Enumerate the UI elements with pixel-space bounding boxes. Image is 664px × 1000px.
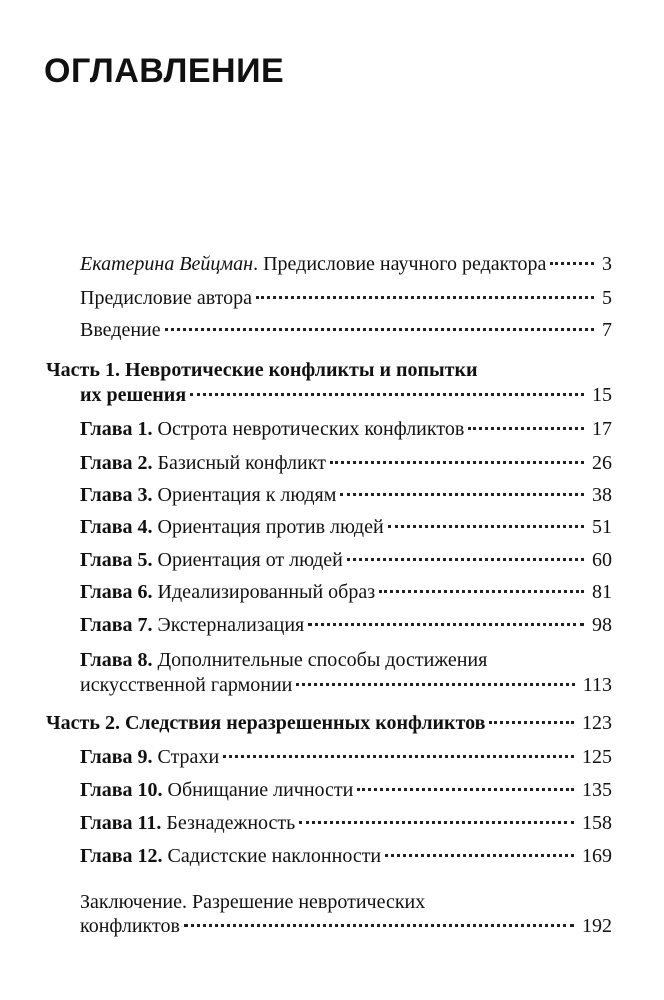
dot-leader xyxy=(357,788,574,791)
page-number: 60 xyxy=(592,549,612,571)
entry-text xyxy=(80,548,343,572)
entry-title: Введение xyxy=(80,319,161,341)
chapter-title: Ориентация от людей xyxy=(157,549,343,571)
chapter-label: Глава 5. xyxy=(80,549,153,571)
toc-entry-chapter-3 xyxy=(80,483,612,507)
chapter-label: Глава 11. xyxy=(80,812,162,834)
toc-entry-editor-preface xyxy=(80,252,612,276)
chapter-title: Идеализированный образ xyxy=(157,581,376,603)
toc-entry-conclusion xyxy=(80,914,612,938)
chapter-title: Обнищание личности xyxy=(167,779,354,801)
page-number: 81 xyxy=(592,581,612,603)
dot-leader xyxy=(489,721,574,724)
chapter-title: Безнадежность xyxy=(166,812,296,834)
dot-leader xyxy=(388,525,584,528)
chapter-title-continued: искусственной гармонии xyxy=(80,674,293,696)
page-number: 158 xyxy=(582,812,612,834)
page-number: 135 xyxy=(582,779,612,801)
page-number: 7 xyxy=(602,319,612,341)
chapter-label: Глава 12. xyxy=(80,845,163,867)
toc-entry-chapter-8 xyxy=(80,673,612,697)
part-title: Невротические конфликты и попытки xyxy=(124,359,478,381)
page-title: ОГЛАВЛЕНИЕ xyxy=(44,52,285,90)
author-name: Екатерина Вейцман xyxy=(80,253,254,275)
page-number: 98 xyxy=(592,614,612,636)
dot-leader xyxy=(330,461,584,464)
page-number: 3 xyxy=(602,253,612,275)
page-number: 51 xyxy=(592,516,612,538)
page-number: 125 xyxy=(582,746,612,768)
toc-entry-introduction xyxy=(80,318,612,342)
entry-title: Предисловие автора xyxy=(80,287,252,309)
dot-leader xyxy=(340,493,584,496)
chapter-title: Базисный конфликт xyxy=(157,452,326,474)
page-number: 38 xyxy=(592,484,612,506)
entry-text xyxy=(80,745,219,769)
toc-entry-chapter-10 xyxy=(80,778,612,802)
conclusion-title-continued: конфликтов xyxy=(80,915,180,937)
chapter-label: Глава 10. xyxy=(80,779,163,801)
chapter-label: Глава 2. xyxy=(80,452,153,474)
toc-entry-author-preface xyxy=(80,286,612,310)
part-label: Часть 1. xyxy=(46,359,120,381)
chapter-label: Глава 1. xyxy=(80,418,153,440)
entry-text xyxy=(80,613,304,637)
page-number: 17 xyxy=(592,418,612,440)
entry-text xyxy=(80,515,384,539)
chapter-label: Глава 4. xyxy=(80,516,153,538)
entry-text xyxy=(80,844,381,868)
toc-entry-chapter-6 xyxy=(80,580,612,604)
part-1-title-line1 xyxy=(46,358,478,382)
page-number: 123 xyxy=(582,712,612,734)
dot-leader xyxy=(308,623,584,626)
entry-text: Екатерина Вейцман. Предисловие научного редактора xyxy=(80,253,547,275)
dot-leader xyxy=(550,262,594,265)
page-number: 192 xyxy=(582,915,612,937)
dot-leader xyxy=(165,328,594,331)
entry-title: Предисловие научного редактора xyxy=(263,253,547,275)
chapter-label: Глава 6. xyxy=(80,581,153,603)
dot-leader xyxy=(379,590,584,593)
page-number: 15 xyxy=(592,384,612,406)
toc-entry-chapter-9 xyxy=(80,745,612,769)
entry-text xyxy=(80,451,326,475)
dot-leader xyxy=(468,427,584,430)
chapter-label: Глава 9. xyxy=(80,746,153,768)
chapter-title: Ориентация к людям xyxy=(157,484,337,506)
toc-entry-part-2 xyxy=(46,711,612,735)
page-number: 5 xyxy=(602,287,612,309)
chapter-label: Глава 3. xyxy=(80,484,153,506)
part-title-continued: их решения xyxy=(80,384,187,406)
entry-text xyxy=(80,778,353,802)
chapter-title: Острота невротических конфликтов xyxy=(157,418,465,440)
entry-text xyxy=(80,417,464,441)
dot-leader xyxy=(190,393,584,396)
dot-leader xyxy=(184,924,574,927)
chapter-title: Ориентация против людей xyxy=(157,516,384,538)
entry-text xyxy=(80,580,375,604)
page-number: 26 xyxy=(592,452,612,474)
chapter-label: Глава 7. xyxy=(80,614,153,636)
dot-leader xyxy=(347,558,584,561)
page-number: 169 xyxy=(582,845,612,867)
chapter-title: Садистские наклонности xyxy=(167,845,382,867)
dot-leader xyxy=(385,854,574,857)
chapter-label: Глава 8. xyxy=(80,649,153,671)
chapter-title: Дополнительные способы достижения xyxy=(157,649,488,671)
toc-entry-chapter-11 xyxy=(80,811,612,835)
toc-entry-chapter-4 xyxy=(80,515,612,539)
toc-entry-chapter-5 xyxy=(80,548,612,572)
part-title: Следствия неразрешенных конфликтов xyxy=(124,712,486,734)
entry-text xyxy=(46,711,485,735)
toc-entry-chapter-2 xyxy=(80,451,612,475)
entry-text xyxy=(80,483,336,507)
conclusion-title-line1: Заключение. Разрешение невротических xyxy=(80,891,426,913)
toc-entry-chapter-1 xyxy=(80,417,612,441)
toc-entry-chapter-12 xyxy=(80,844,612,868)
part-label: Часть 2. xyxy=(46,712,120,734)
toc-entry-part-1 xyxy=(46,383,612,407)
dot-leader xyxy=(299,821,574,824)
dot-leader xyxy=(256,296,594,299)
dot-leader xyxy=(223,755,574,758)
chapter-title: Экстернализация xyxy=(157,614,305,636)
chapter-title: Страхи xyxy=(157,746,220,768)
page-number: 113 xyxy=(582,674,612,696)
chapter-8-title-line1 xyxy=(80,648,487,672)
entry-text xyxy=(80,811,295,835)
dot-leader xyxy=(296,683,574,686)
toc-entry-chapter-7 xyxy=(80,613,612,637)
